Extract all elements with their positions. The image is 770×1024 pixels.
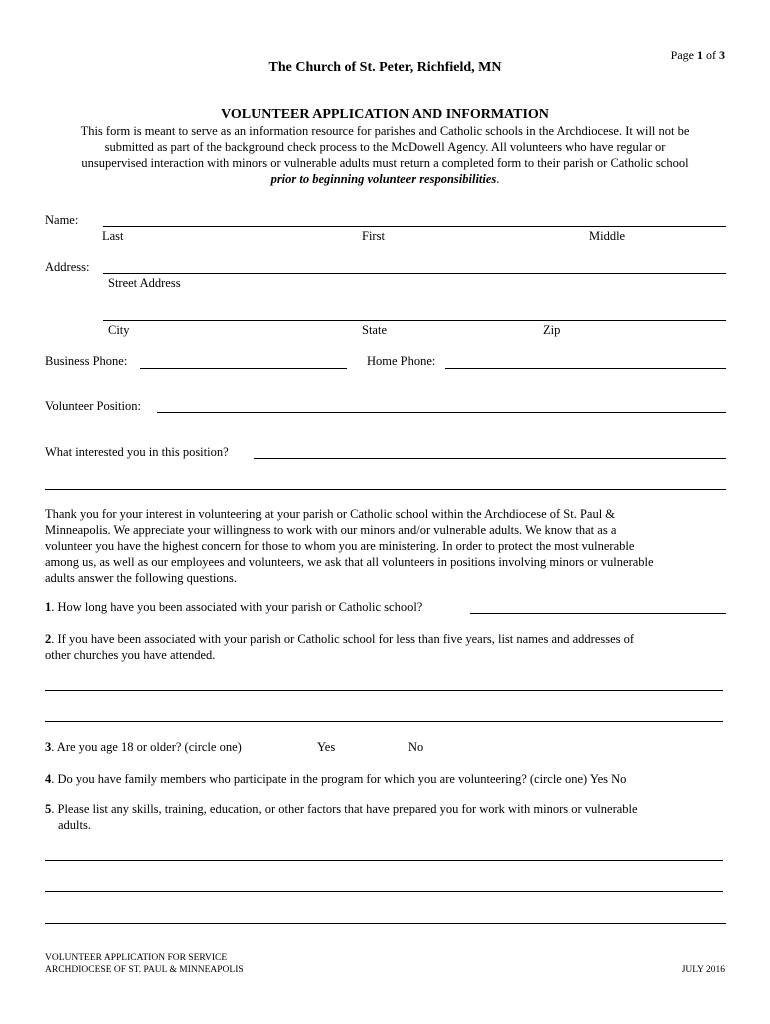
- question-3-yes[interactable]: Yes: [317, 740, 336, 754]
- zip-caption: Zip: [543, 323, 561, 337]
- thanks-line-4: among us, as well as our employees and volunteers, we ask that all volunteers in positions involving minors or vulnerable: [45, 555, 654, 569]
- intro-line-3: unsupervised interaction with minors or vulnerable adults must return a completed form to their parish or Catholic school: [81, 156, 689, 170]
- intro-line-2: submitted as part of the background check process to the McDowell Agency. All volunteers who have regular or: [104, 140, 666, 154]
- thanks-line-2: Minneapolis. We appreciate your willingness to work with our minors and/or vulnerable adults. We know that as a: [45, 523, 617, 537]
- volunteer-position-label: Volunteer Position:: [45, 399, 141, 413]
- name-last-caption: Last: [102, 229, 124, 243]
- intro-emphasis: prior to beginning volunteer responsibilities: [270, 172, 497, 186]
- page-number: Page 1 of 3: [670, 48, 725, 62]
- question-2-line-2: other churches you have attended.: [45, 648, 216, 662]
- state-caption: State: [362, 323, 387, 337]
- question-5-answer-1[interactable]: [45, 860, 723, 861]
- city-caption: City: [108, 323, 130, 337]
- business-phone-label: Business Phone:: [45, 354, 128, 368]
- thanks-line-1: Thank you for your interest in volunteering at your parish or Catholic school within the Archdiocese of St. Paul &: [45, 507, 616, 521]
- street-address-field[interactable]: [103, 273, 726, 274]
- name-field[interactable]: [103, 226, 726, 227]
- form-title: VOLUNTEER APPLICATION AND INFORMATION: [221, 107, 549, 122]
- intro-line-4: prior to beginning volunteer responsibilities.: [270, 172, 500, 186]
- question-5-line-1: 5. Please list any skills, training, education, or other factors that have prepared you for work with minors or vulnerable: [45, 802, 638, 816]
- city-state-zip-field[interactable]: [103, 320, 726, 321]
- home-phone-field[interactable]: [445, 368, 726, 369]
- volunteer-position-field[interactable]: [157, 412, 726, 413]
- thanks-line-3: volunteer you have the highest concern for those to whom you are ministering. In order to protect the most vulnerable: [45, 539, 635, 553]
- question-4: 4. Do you have family members who participate in the program for which you are volunteering? (circle one) Yes No: [45, 772, 627, 786]
- question-1-answer[interactable]: [470, 613, 726, 614]
- thanks-line-5: adults answer the following questions.: [45, 571, 237, 585]
- interest-field[interactable]: [254, 458, 726, 459]
- footer-line-2: ARCHDIOCESE OF ST. PAUL & MINNEAPOLIS: [45, 965, 244, 975]
- question-5-line-2: adults.: [58, 818, 91, 832]
- question-1: 1. How long have you been associated with your parish or Catholic school?: [45, 600, 423, 614]
- question-2-answer-1[interactable]: [45, 690, 723, 691]
- interest-label: What interested you in this position?: [45, 445, 229, 459]
- name-label: Name:: [45, 213, 79, 227]
- address-label: Address:: [45, 260, 90, 274]
- question-5-answer-2[interactable]: [45, 891, 723, 892]
- business-phone-field[interactable]: [140, 368, 347, 369]
- footer-date: JULY 2016: [681, 965, 725, 975]
- home-phone-label: Home Phone:: [367, 354, 436, 368]
- footer-line-1: VOLUNTEER APPLICATION FOR SERVICE: [45, 953, 228, 963]
- name-middle-caption: Middle: [589, 229, 626, 243]
- question-3-no[interactable]: No: [408, 740, 424, 754]
- question-2-answer-2[interactable]: [45, 721, 723, 722]
- church-name: The Church of St. Peter, Richfield, MN: [268, 60, 502, 75]
- question-2-line-1: 2. If you have been associated with your parish or Catholic school for less than five years, list names and addresses of: [45, 632, 635, 646]
- street-address-caption: Street Address: [108, 276, 181, 290]
- question-5-answer-3[interactable]: [45, 923, 726, 924]
- interest-field-line-2[interactable]: [45, 489, 726, 490]
- intro-line-1: This form is meant to serve as an information resource for parishes and Catholic schools in the Archdiocese. It will not be: [80, 124, 690, 138]
- name-first-caption: First: [362, 229, 385, 243]
- question-3: 3. Are you age 18 or older? (circle one): [45, 740, 242, 754]
